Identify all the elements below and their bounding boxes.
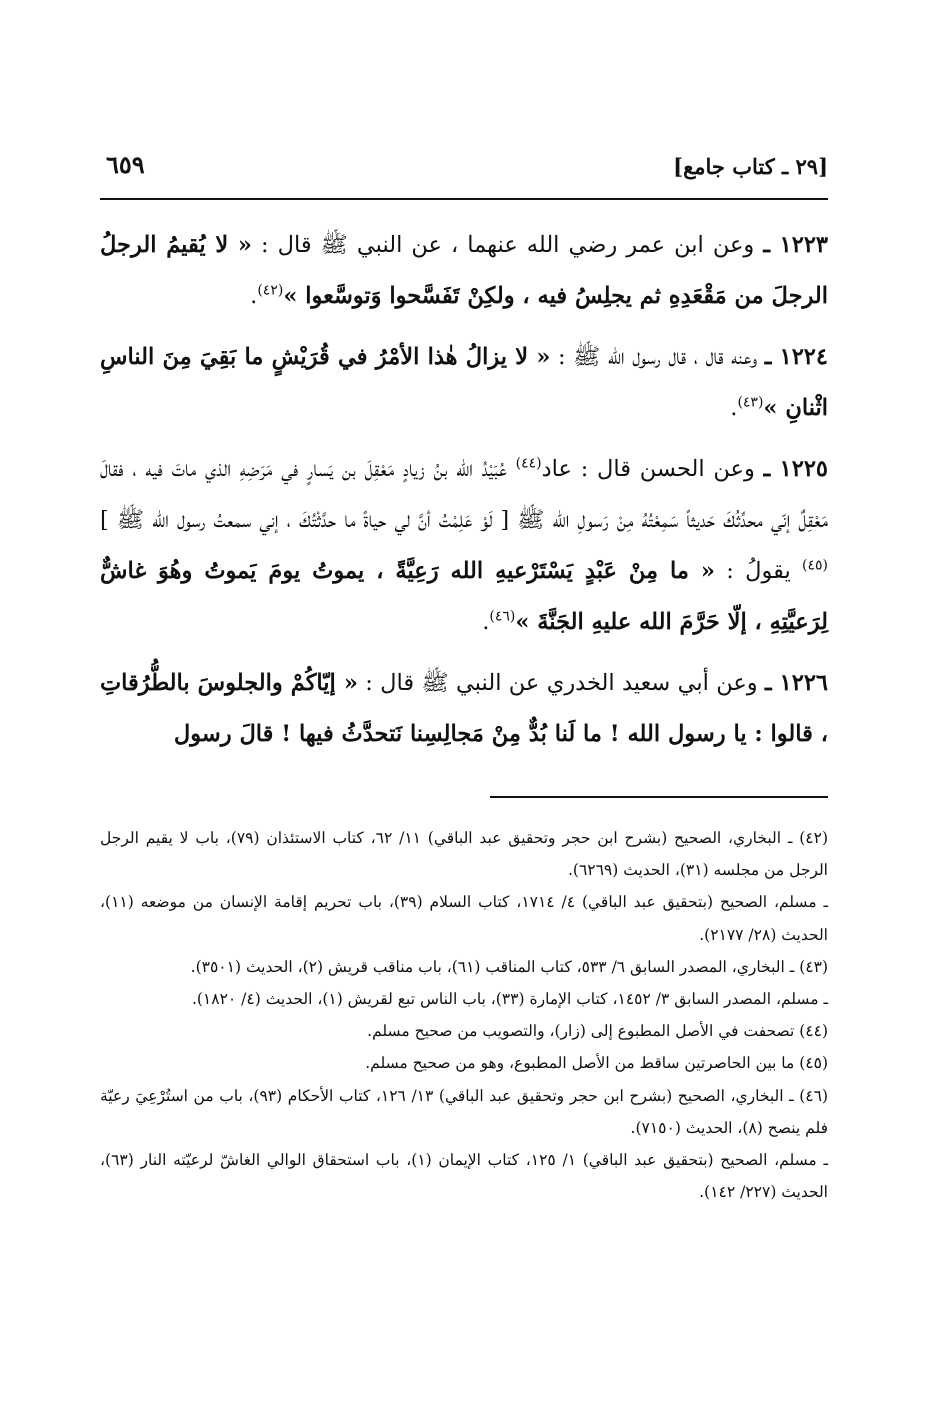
footnote-42: (٤٢) ـ البخاري، الصحيح (بشرح ابن حجر وتحقيق عبد الباقي) ١١/ ٦٢، كتاب الاستئذان (٧٩)، باب لا يقيم الرجل الرجل من مجلسه (٣١)، الحديث (٦٢٦٩). [100, 829, 829, 880]
main-text [100, 220, 828, 770]
hadith-quote: « لا يُقيمُ الرجلُ الرجلَ من مَقْعَدِهِ ثم يجلِسُ فيه ، ولكِنْ تَفَسَّحوا وَتوسَّعوا » [100, 232, 828, 309]
hadith-number: ١٢٢٤ ـ [764, 344, 828, 370]
footnote-43-muslim: ـ مسلم، المصدر السابق ٣/ ١٤٥٢، كتاب الإمارة (٣٣)، باب الناس تبع لقريش (١)، الحديث (٤/ ١٨٢٠). [191, 990, 828, 1009]
hadith-1223 [100, 220, 828, 322]
footnote-44: (٤٤) تصحفت في الأصل المطبوع إلى (زار)، والتصويب من صحيح مسلم. [367, 1022, 828, 1041]
period: . [250, 283, 258, 309]
header-divider [100, 198, 828, 200]
hadith-quote: « لا يزالُ هٰذا الأمْرُ في قُرَيْشٍ ما بَقِيَ مِنَ الناسِ اثْنانِ » [100, 344, 828, 421]
footnote-ref: (٤٣) [737, 394, 764, 411]
footnote-45: (٤٥) ما بين الحاصرتين ساقط من الأصل المطبوع، وهو من صحيح مسلم. [365, 1054, 828, 1073]
hadith-number: ١٢٢٥ ـ [763, 456, 828, 482]
hadith-quote: « ما مِنْ عَبْدٍ يَسْتَرْعيهِ الله رَعِيَّةً ، يموتُ يومَ يَموتُ وهُوَ غاشٌّ لِرَعيَّتِهِ ، إلّا حَرَّمَ الله عليهِ الجَنَّةَ » [100, 558, 828, 635]
hadith-quote: « إيّاكُمْ والجلوسَ بالطُّرُقاتِ ، قالوا : يا رسول الله ! ما لَنا بُدٌّ مِنْ مَجالِسِنا نَتحدَّثُ فيها ! قالَ رسول [100, 670, 828, 747]
footnote-ref: (٤٢) [257, 282, 284, 299]
footnote-46: (٤٦) ـ البخاري، الصحيح (بشرح ابن حجر وتحقيق عبد الباقي) ١٣/ ١٢٦، كتاب الأحكام (٩٣)، باب من استُرْعِيَ رعيّة فلم ينصح (٨)، الحديث (٧١٥٠). [100, 1086, 828, 1137]
hadith-intro: وعنه قال ، قال رسول الله ﷺ : [557, 344, 758, 370]
footnote-43: (٤٣) ـ البخاري، المصدر السابق ٦/ ٥٣٣، كتاب المناقب (٦١)، باب مناقب قريش (٢)، الحديث (٣٥٠١). [190, 957, 828, 976]
hadith-1225 [100, 444, 828, 648]
footnotes [100, 822, 828, 1208]
chapter-title: [٢٩ ـ كتاب جامع] [673, 154, 828, 179]
page-header [100, 150, 828, 190]
hadith-1224 [100, 332, 828, 434]
period: . [482, 609, 490, 635]
footnote-ref: (٤٦) [489, 608, 516, 625]
hadith-number: ١٢٢٣ ـ [763, 232, 828, 258]
footnote-divider [490, 796, 828, 798]
hadith-1226 [100, 658, 828, 760]
hadith-text: وعن الحسن قال : عاد [541, 456, 755, 482]
period: . [730, 395, 738, 421]
hadith-number: ١٢٢٦ ـ [765, 670, 828, 696]
hadith-text: عُبَيْدُ الله بنُ زيادٍ مَعْقِلَ بن يَسارٍ في مَرَضِهِ الذي ماتَ فيه ، فقالَ مَعْقِلٌ إنّي محدِّثُكَ حَديثاً سَمِعْتُهُ مِنْ رَسولِ الله ﷺ [ لَوْ عَلِمْتُ أنَّ لي حياةً ما حدَّثْتُكَ ، إني سمعتُ رسول الله ﷺ ] [100, 456, 828, 533]
footnote-42-muslim: ـ مسلم، الصحيح (بتحقيق عبد الباقي) ٤/ ١٧١٤، كتاب السلام (٣٩)، باب تحريم إقامة الإنسان من موضعه (١١)، الحديث (٢٨/ ٢١٧٧). [100, 893, 828, 944]
footnote-46-muslim: ـ مسلم، الصحيح (بتحقيق عبد الباقي) ١/ ١٢٥، كتاب الإيمان (١)، باب استحقاق الوالي الغاشّ لرعيّته النار (٦٣)، الحديث (٢٢٧/ ١٤٢). [100, 1151, 828, 1202]
footnote-ref: (٤٤) [515, 455, 542, 472]
footnote-ref: (٤٥) [802, 557, 828, 574]
hadith-intro: وعن أبي سعيد الخدري عن النبي ﷺ قال : [365, 670, 758, 696]
hadith-intro: وعن ابن عمر رضي الله عنهما ، عن النبي ﷺ قال : [261, 232, 755, 258]
page-number: ٦٥٩ [106, 150, 145, 179]
hadith-text: يقولُ : [726, 558, 791, 584]
